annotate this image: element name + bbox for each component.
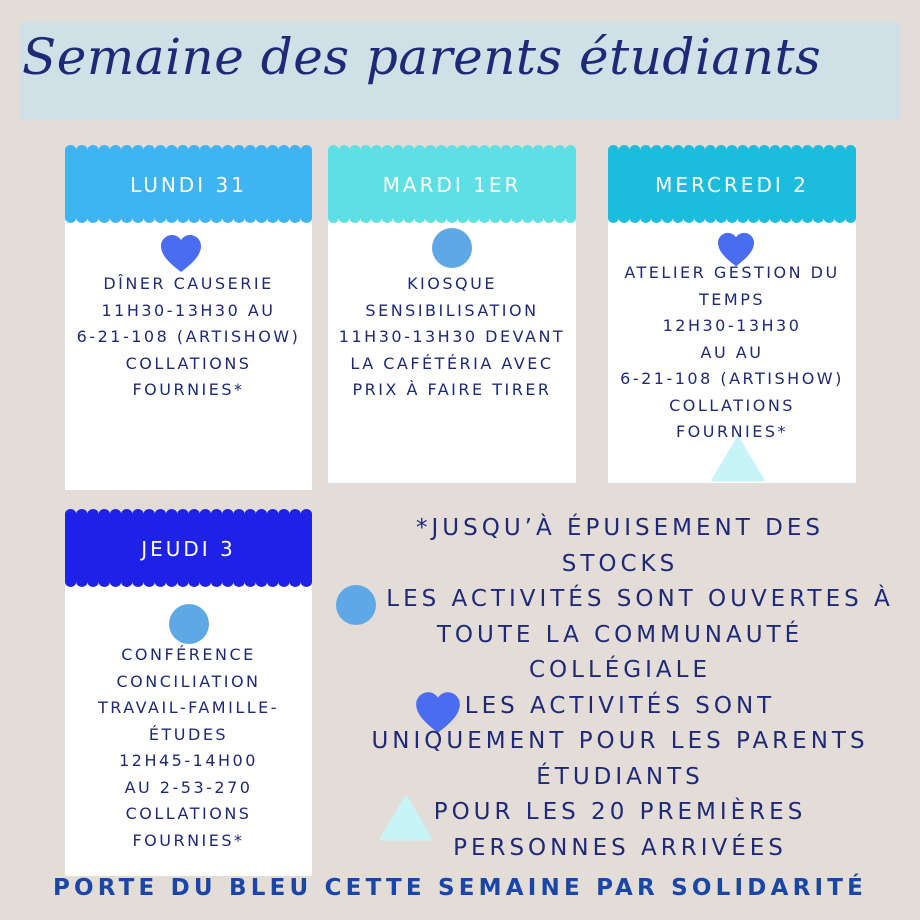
card-mercredi: [608, 150, 856, 483]
card-line: CONCILIATION: [116, 671, 261, 691]
note-line: COLLÉGIALE: [528, 657, 711, 683]
card-line: COLLATIONS: [125, 804, 252, 823]
card-body: [65, 642, 312, 854]
note-triangle-legend: [340, 795, 900, 866]
note-line: ÉTUDIANTS: [536, 763, 704, 790]
card-day-label: JEUDI 3: [141, 537, 236, 561]
note-line: PERSONNES ARRIVÉES: [453, 834, 787, 861]
card-line: TEMPS: [699, 289, 765, 309]
card-day-label: MERCREDI 2: [655, 173, 809, 197]
note-stock: [340, 511, 900, 582]
card-jeudi: [65, 514, 312, 876]
card-line: TRAVAIL-FAMILLE-: [97, 698, 280, 717]
card-line: COLLATIONS: [669, 395, 795, 415]
card-line: PRIX À FAIRE TIRER: [352, 380, 552, 399]
note-line: LES ACTIVITÉS SONT OUVERTES À: [386, 586, 894, 612]
note-line: STOCKS: [561, 550, 679, 577]
card-line: FOURNIES*: [132, 830, 245, 850]
note-circle-legend-cont: [340, 618, 900, 689]
card-line: ÉTUDES: [148, 724, 229, 744]
card-line: CONFÉRENCE: [121, 645, 256, 664]
card-line: LA CAFÉTÉRIA AVEC: [350, 353, 554, 373]
card-line: DÎNER CAUSERIE: [103, 274, 274, 293]
notes-block: [340, 511, 900, 866]
footer-banner: PORTE DU BLEU CETTE SEMAINE PAR SOLIDARITÉ: [52, 875, 868, 901]
card-line: AU AU: [700, 342, 764, 362]
card-line: 12H45-14H00: [119, 751, 258, 770]
card-line: FOURNIES*: [132, 380, 245, 399]
card-header: [328, 150, 576, 218]
card-line: SENSIBILISATION: [365, 300, 539, 320]
card-header: [65, 514, 312, 582]
card-header: [65, 150, 312, 218]
card-header: [608, 150, 856, 218]
note-line: UNIQUEMENT POUR LES PARENTS: [371, 728, 869, 754]
page-title: Semaine des parents étudiants: [22, 28, 822, 86]
note-line: TOUTE LA COMMUNAUTÉ: [436, 621, 804, 648]
note-line: *JUSQU’À ÉPUISEMENT DES: [416, 515, 824, 541]
card-line: 12H30-13H30: [662, 316, 802, 335]
card-line: 6-21-108 (ARTISHOW): [620, 369, 844, 388]
note-heart-legend: [340, 689, 900, 796]
card-body: [328, 271, 576, 404]
card-line: FOURNIES*: [675, 422, 789, 441]
card-line: ATELIER GESTION DU: [624, 263, 840, 282]
card-body: [608, 260, 856, 446]
card-day-label: LUNDI 31: [130, 173, 247, 197]
card-line: AU 2-53-270: [124, 777, 253, 797]
circle-icon: [167, 602, 211, 646]
note-line: POUR LES 20 PREMIÈRES: [433, 799, 807, 825]
card-body: [65, 271, 312, 404]
card-line: 11H30-13H30 AU: [101, 300, 276, 320]
card-line: 11H30-13H30 DEVANT: [338, 327, 566, 346]
card-line: 6-21-108 (ARTISHOW): [76, 327, 301, 346]
note-line: LES ACTIVITÉS SONT: [464, 692, 776, 719]
note-circle-legend: [340, 582, 900, 618]
card-day-label: MARDI 1ER: [382, 173, 522, 197]
card-mardi: [328, 150, 576, 483]
heart-icon: [159, 234, 203, 274]
circle-icon: [430, 226, 474, 270]
card-line: COLLATIONS: [125, 353, 252, 373]
card-line: KIOSQUE: [407, 274, 497, 293]
card-lundi: [65, 150, 312, 490]
